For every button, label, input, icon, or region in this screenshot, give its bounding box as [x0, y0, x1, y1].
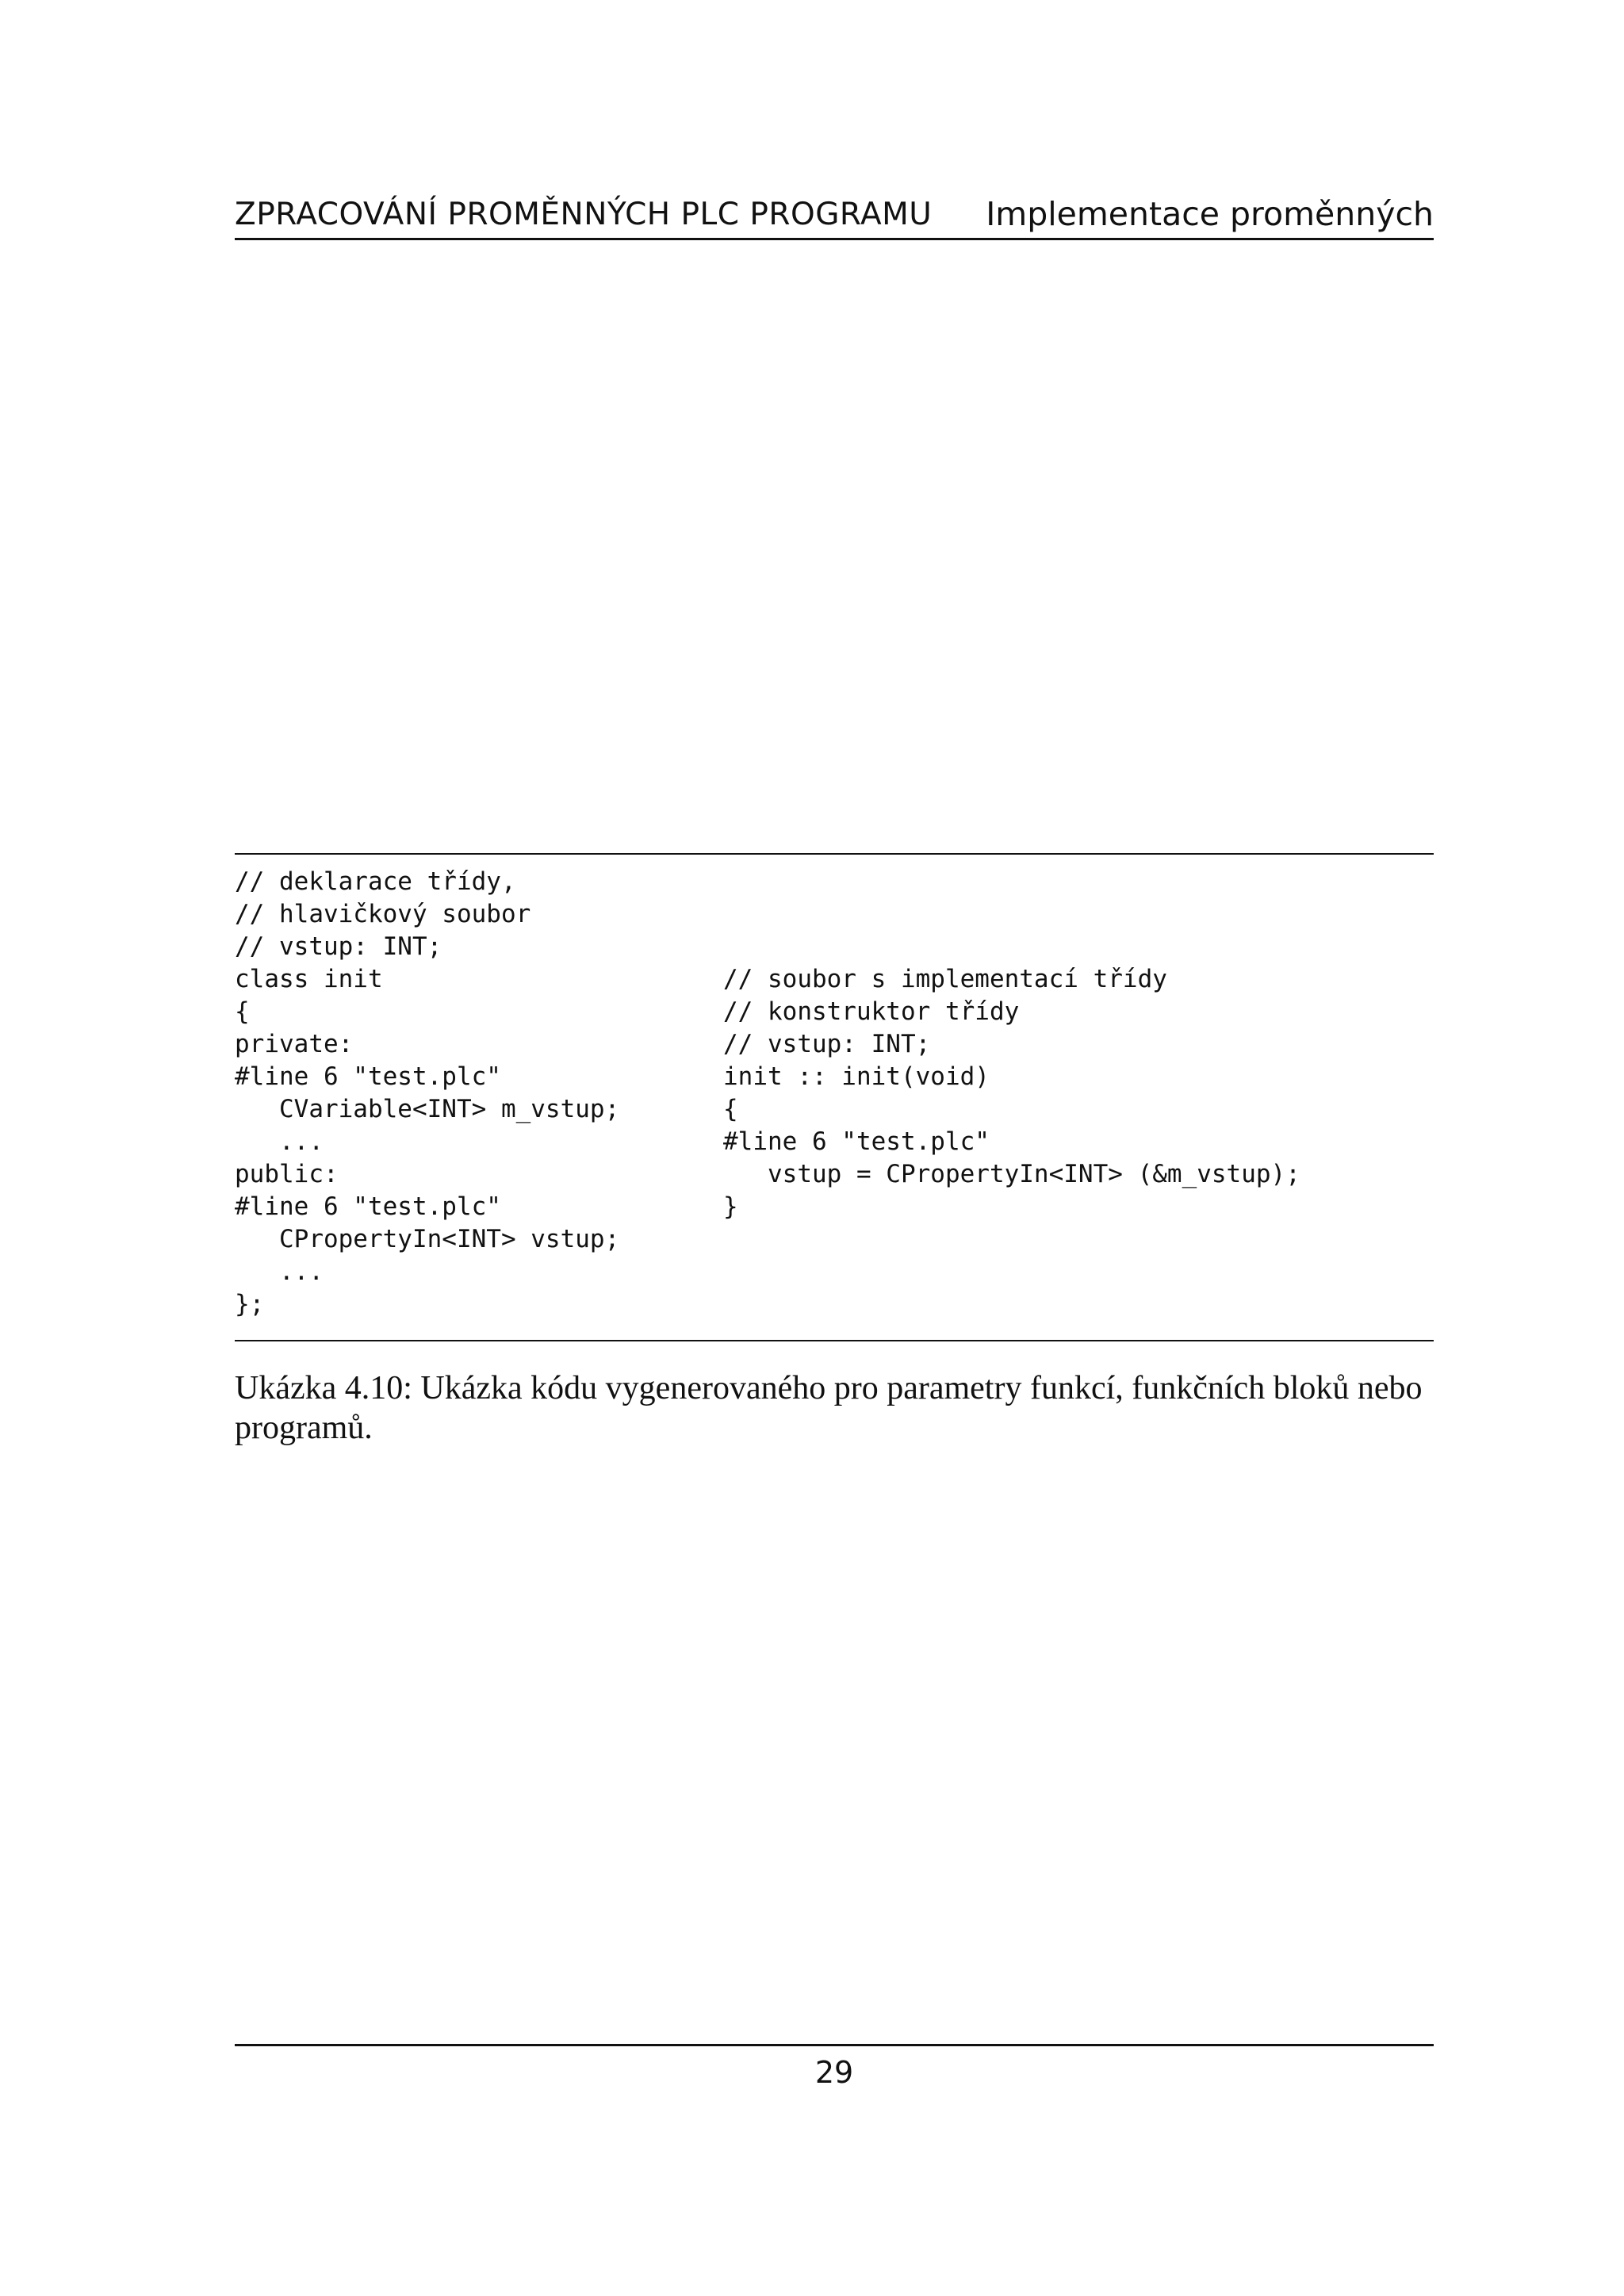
code-line: private:	[235, 1030, 354, 1058]
code-line: };	[235, 1290, 265, 1318]
page-number: 29	[814, 2055, 854, 2090]
code-line: ...	[235, 1127, 324, 1156]
code-line: #line 6 "test.plc"	[235, 1192, 501, 1221]
chapter-title: ZPRACOVÁNÍ PROMĚNNÝCH PLC PROGRAMU	[235, 197, 933, 232]
header-file-code	[235, 866, 619, 1321]
code-line: #line 6 "test.plc"	[723, 1127, 990, 1156]
code-line: // deklarace třídy,	[235, 867, 516, 896]
code-line: CVariable<INT> m_vstup;	[235, 1095, 620, 1123]
code-line: // konstruktor třídy	[723, 997, 1020, 1026]
code-line: }	[723, 1192, 738, 1221]
code-line: class init	[235, 965, 383, 993]
code-line: {	[235, 997, 250, 1026]
code-line: // vstup: INT;	[723, 1030, 931, 1058]
code-line: ...	[235, 1257, 324, 1286]
code-line: vstup = CPropertyIn<INT> (&m_vstup);	[723, 1160, 1300, 1188]
implementation-file-code	[723, 963, 1300, 1223]
code-line: init :: init(void)	[723, 1062, 990, 1091]
code-line: {	[723, 1095, 738, 1123]
code-line: // vstup: INT;	[235, 932, 442, 961]
code-line: // soubor s implementací třídy	[723, 965, 1167, 993]
code-line: // hlavičkový soubor	[235, 900, 531, 928]
section-title: Implementace proměnných	[986, 195, 1434, 233]
figure-caption: Ukázka 4.10: Ukázka kódu vygenerovaného pro parametry funkcí, funkčních bloků nebo programů.	[235, 1370, 1423, 1446]
code-line: public:	[235, 1160, 339, 1188]
footer-rule	[235, 2044, 1434, 2046]
code-line: CPropertyIn<INT> vstup;	[235, 1225, 620, 1253]
running-header	[235, 193, 1434, 240]
code-figure	[235, 853, 1434, 1341]
code-line: #line 6 "test.plc"	[235, 1062, 501, 1091]
